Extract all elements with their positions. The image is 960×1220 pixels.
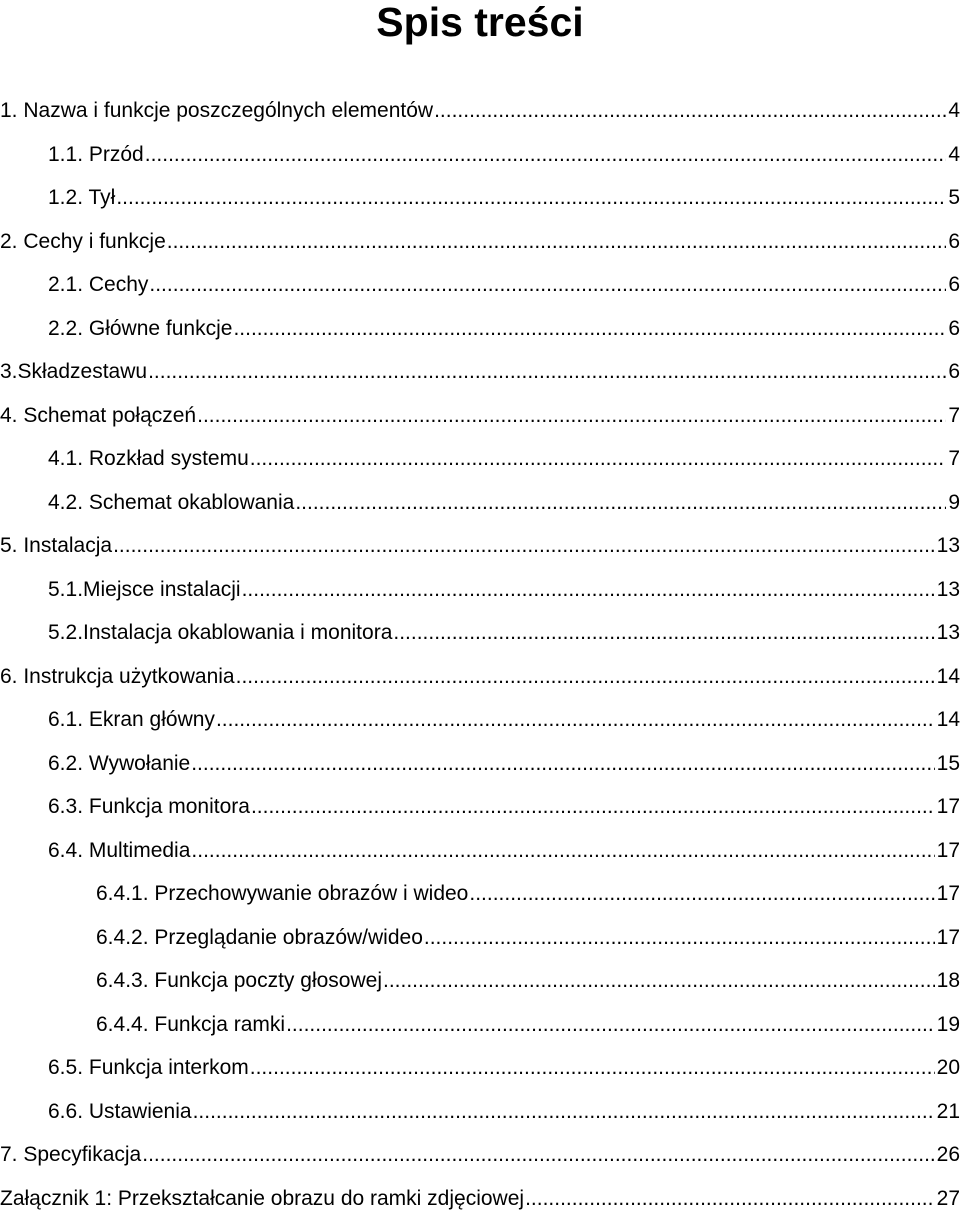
dot-leader	[148, 350, 946, 394]
toc-entry-label: 5. Instalacja	[0, 524, 112, 568]
toc-entry-page: 6	[948, 220, 960, 264]
dot-leader	[116, 176, 946, 220]
toc-entry-page: 17	[937, 829, 960, 873]
toc-entry[interactable]	[0, 1177, 960, 1220]
toc-entry-label: 4.1. Rozkład systemu	[48, 437, 249, 481]
toc-entry-label: 6.4.3. Funkcja poczty głosowej	[96, 959, 382, 1003]
toc-entry-label: 1. Nazwa i funkcje poszczególnych elementów	[0, 89, 433, 133]
toc-entry-label: 6.4.1. Przechowywanie obrazów i wideo	[96, 872, 468, 916]
toc-entry[interactable]	[0, 785, 960, 829]
toc-entry-label: 6.5. Funkcja interkom	[48, 1046, 249, 1090]
toc-entry[interactable]	[0, 1003, 960, 1047]
toc-entry[interactable]	[0, 568, 960, 612]
toc-entry-page: 19	[937, 1003, 960, 1047]
toc-entry-page: 13	[937, 524, 960, 568]
toc-entry-label: 6.3. Funkcja monitora	[48, 785, 250, 829]
toc-entry[interactable]	[0, 263, 960, 307]
toc-entry[interactable]	[0, 1090, 960, 1134]
toc-entry-label: 6. Instrukcja użytkowania	[0, 655, 235, 699]
dot-leader	[469, 872, 934, 916]
toc-entry-label: Załącznik 1: Przekształcanie obrazu do ramki zdjęciowej	[0, 1177, 524, 1220]
toc-entry[interactable]	[0, 394, 960, 438]
toc-entry-page: 7	[948, 394, 960, 438]
toc-entry-page: 4	[948, 89, 960, 133]
toc-entry-page: 17	[937, 872, 960, 916]
dot-leader	[216, 698, 935, 742]
dot-leader	[250, 437, 947, 481]
toc-entry[interactable]	[0, 1046, 960, 1090]
toc-entry[interactable]	[0, 916, 960, 960]
toc-entry-page: 6	[948, 307, 960, 351]
dot-leader	[197, 394, 946, 438]
toc-entry[interactable]	[0, 481, 960, 525]
toc-entry-page: 15	[937, 742, 960, 786]
toc-entry-page: 14	[937, 698, 960, 742]
toc-entry-page: 18	[937, 959, 960, 1003]
toc-entry[interactable]	[0, 89, 960, 133]
toc-entry-label: 6.6. Ustawienia	[48, 1090, 192, 1134]
toc-entry-label: 1.2. Tył	[48, 176, 115, 220]
toc-entry[interactable]	[0, 307, 960, 351]
toc-entry-label: 6.4.4. Funkcja ramki	[96, 1003, 285, 1047]
toc-entry-page: 26	[937, 1133, 960, 1177]
dot-leader	[393, 611, 934, 655]
page-title: Spis treści	[0, 0, 960, 48]
dot-leader	[424, 916, 935, 960]
toc-entry-label: 6.4.2. Przeglądanie obrazów/wideo	[96, 916, 423, 960]
dot-leader	[233, 307, 946, 351]
dot-leader	[286, 1003, 935, 1047]
toc-entry[interactable]	[0, 524, 960, 568]
toc-entry-page: 17	[937, 785, 960, 829]
toc-entry[interactable]	[0, 350, 960, 394]
dot-leader	[167, 220, 947, 264]
toc-entry[interactable]	[0, 655, 960, 699]
toc-entry[interactable]	[0, 829, 960, 873]
toc-entry-page: 13	[937, 568, 960, 612]
dot-leader	[242, 568, 935, 612]
toc-entry[interactable]	[0, 133, 960, 177]
toc-entry-page: 6	[948, 350, 960, 394]
toc-entry-page: 9	[948, 481, 960, 525]
toc-entry-label: 6.4. Multimedia	[48, 829, 190, 873]
dot-leader	[142, 1133, 934, 1177]
dot-leader	[193, 1090, 935, 1134]
toc-entry[interactable]	[0, 872, 960, 916]
toc-entry[interactable]	[0, 220, 960, 264]
dot-leader	[434, 89, 946, 133]
toc-entry-label: 6.1. Ekran główny	[48, 698, 215, 742]
toc-entry[interactable]	[0, 742, 960, 786]
toc-entry-page: 7	[948, 437, 960, 481]
toc-entry-label: 2.2. Główne funkcje	[48, 307, 232, 351]
dot-leader	[236, 655, 935, 699]
toc-entry-page: 13	[937, 611, 960, 655]
toc-entry[interactable]	[0, 437, 960, 481]
toc-entry-label: 4.2. Schemat okablowania	[48, 481, 294, 525]
toc-entry[interactable]	[0, 1133, 960, 1177]
toc-entry[interactable]	[0, 959, 960, 1003]
toc-entry-page: 17	[937, 916, 960, 960]
toc-entry-page: 20	[937, 1046, 960, 1090]
toc-entry-label: 5.1.Miejsce instalacji	[48, 568, 241, 612]
toc-entry-page: 14	[937, 655, 960, 699]
dot-leader	[251, 785, 935, 829]
toc-entry-page: 5	[948, 176, 960, 220]
toc-entry-label: 2. Cechy i funkcje	[0, 220, 166, 264]
dot-leader	[383, 959, 935, 1003]
dot-leader	[525, 1177, 935, 1220]
dot-leader	[145, 133, 947, 177]
toc-entry[interactable]	[0, 698, 960, 742]
toc-entry-label: 2.1. Cechy	[48, 263, 148, 307]
dot-leader	[191, 829, 934, 873]
dot-leader	[250, 1046, 935, 1090]
dot-leader	[149, 263, 946, 307]
toc-entry-page: 21	[937, 1090, 960, 1134]
toc-entry-page: 6	[948, 263, 960, 307]
toc-entry-page: 27	[937, 1177, 960, 1220]
toc-entry[interactable]	[0, 611, 960, 655]
dot-leader	[191, 742, 934, 786]
toc-entry-label: 6.2. Wywołanie	[48, 742, 190, 786]
toc-entry-label: 1.1. Przód	[48, 133, 144, 177]
toc-entry-page: 4	[948, 133, 960, 177]
toc-entry-label: 5.2.Instalacja okablowania i monitora	[48, 611, 392, 655]
dot-leader	[295, 481, 946, 525]
toc-entry[interactable]	[0, 176, 960, 220]
toc-entry-label: 4. Schemat połączeń	[0, 394, 196, 438]
dot-leader	[113, 524, 935, 568]
table-of-contents	[0, 89, 960, 1220]
toc-entry-label: 7. Specyfikacja	[0, 1133, 141, 1177]
toc-entry-label: 3.Składzestawu	[0, 350, 147, 394]
